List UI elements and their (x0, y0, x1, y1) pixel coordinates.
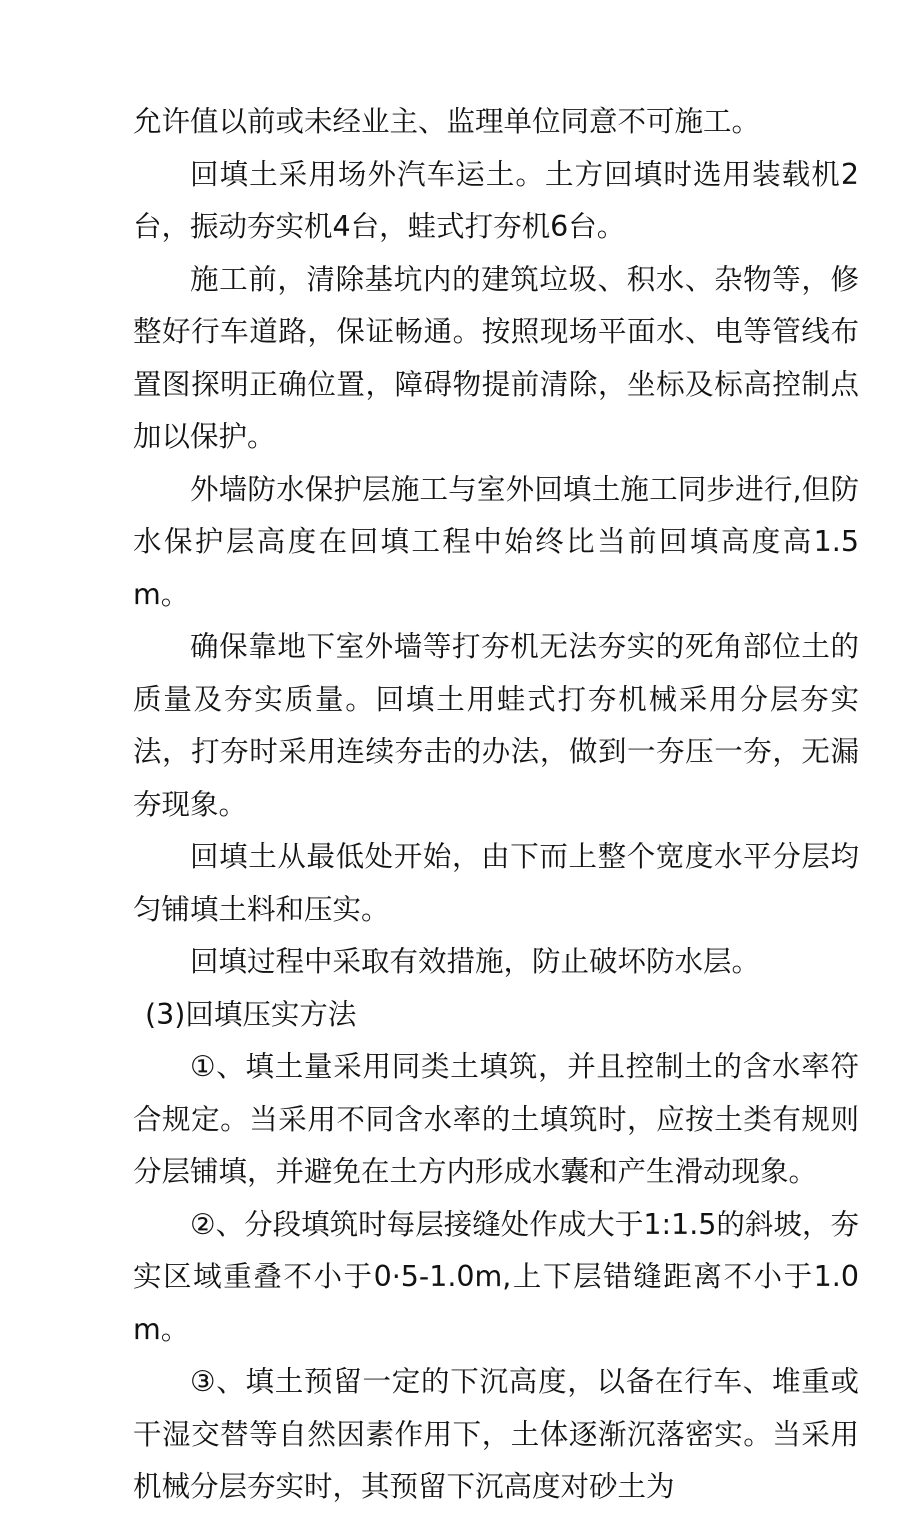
paragraph-2: 回填土采用场外汽车运土。土方回填时选用装载机2台，振动夯实机4台，蛙式打夯机6台。 (133, 157, 859, 243)
paragraph-6: 回填土从最低处开始，由下而上整个宽度水平分层均匀铺填土料和压实。 (133, 840, 859, 926)
paragraph-item-3: ③、填土预留一定的下沉高度，以备在行车、堆重或干湿交替等自然因素作用下，土体逐渐沉落密实。当采用机械分层夯实时，其预留下沉高度对砂土为 (133, 1365, 859, 1503)
paragraph-1: 允许值以前或未经业主、监理单位同意不可施工。 (133, 105, 761, 138)
paragraph-4: 外墙防水保护层施工与室外回填土施工同步进行,但防水保护层高度在回填工程中始终比当前回填高度高1.5m。 (133, 472, 859, 611)
paragraph-3: 施工前，清除基坑内的建筑垃圾、积水、杂物等，修整好行车道路，保证畅通。按照现场平面水、电等管线布置图探明正确位置，障碍物提前清除，坐标及标高控制点加以保护。 (133, 262, 859, 453)
paragraph-7: 回填过程中采取有效措施，防止破坏防水层。 (190, 945, 761, 978)
paragraph-item-1: ①、填土量采用同类土填筑，并且控制土的含水率符合规定。当采用不同含水率的土填筑时，应按土类有规则分层铺填，并避免在土方内形成水囊和产生滑动现象。 (133, 1050, 859, 1188)
paragraph-item-2: ②、分段填筑时每层接缝处作成大于1:1.5的斜坡，夯实区域重叠不小于0·5-1.0m,上下层错缝距离不小于1.0m。 (133, 1207, 859, 1346)
section-heading-3: (3)回填压实方法 (145, 997, 357, 1031)
paragraph-5: 确保靠地下室外墙等打夯机无法夯实的死角部位土的质量及夯实质量。回填土用蛙式打夯机械采用分层夯实法，打夯时采用连续夯击的办法，做到一夯压一夯，无漏夯现象。 (133, 630, 859, 821)
